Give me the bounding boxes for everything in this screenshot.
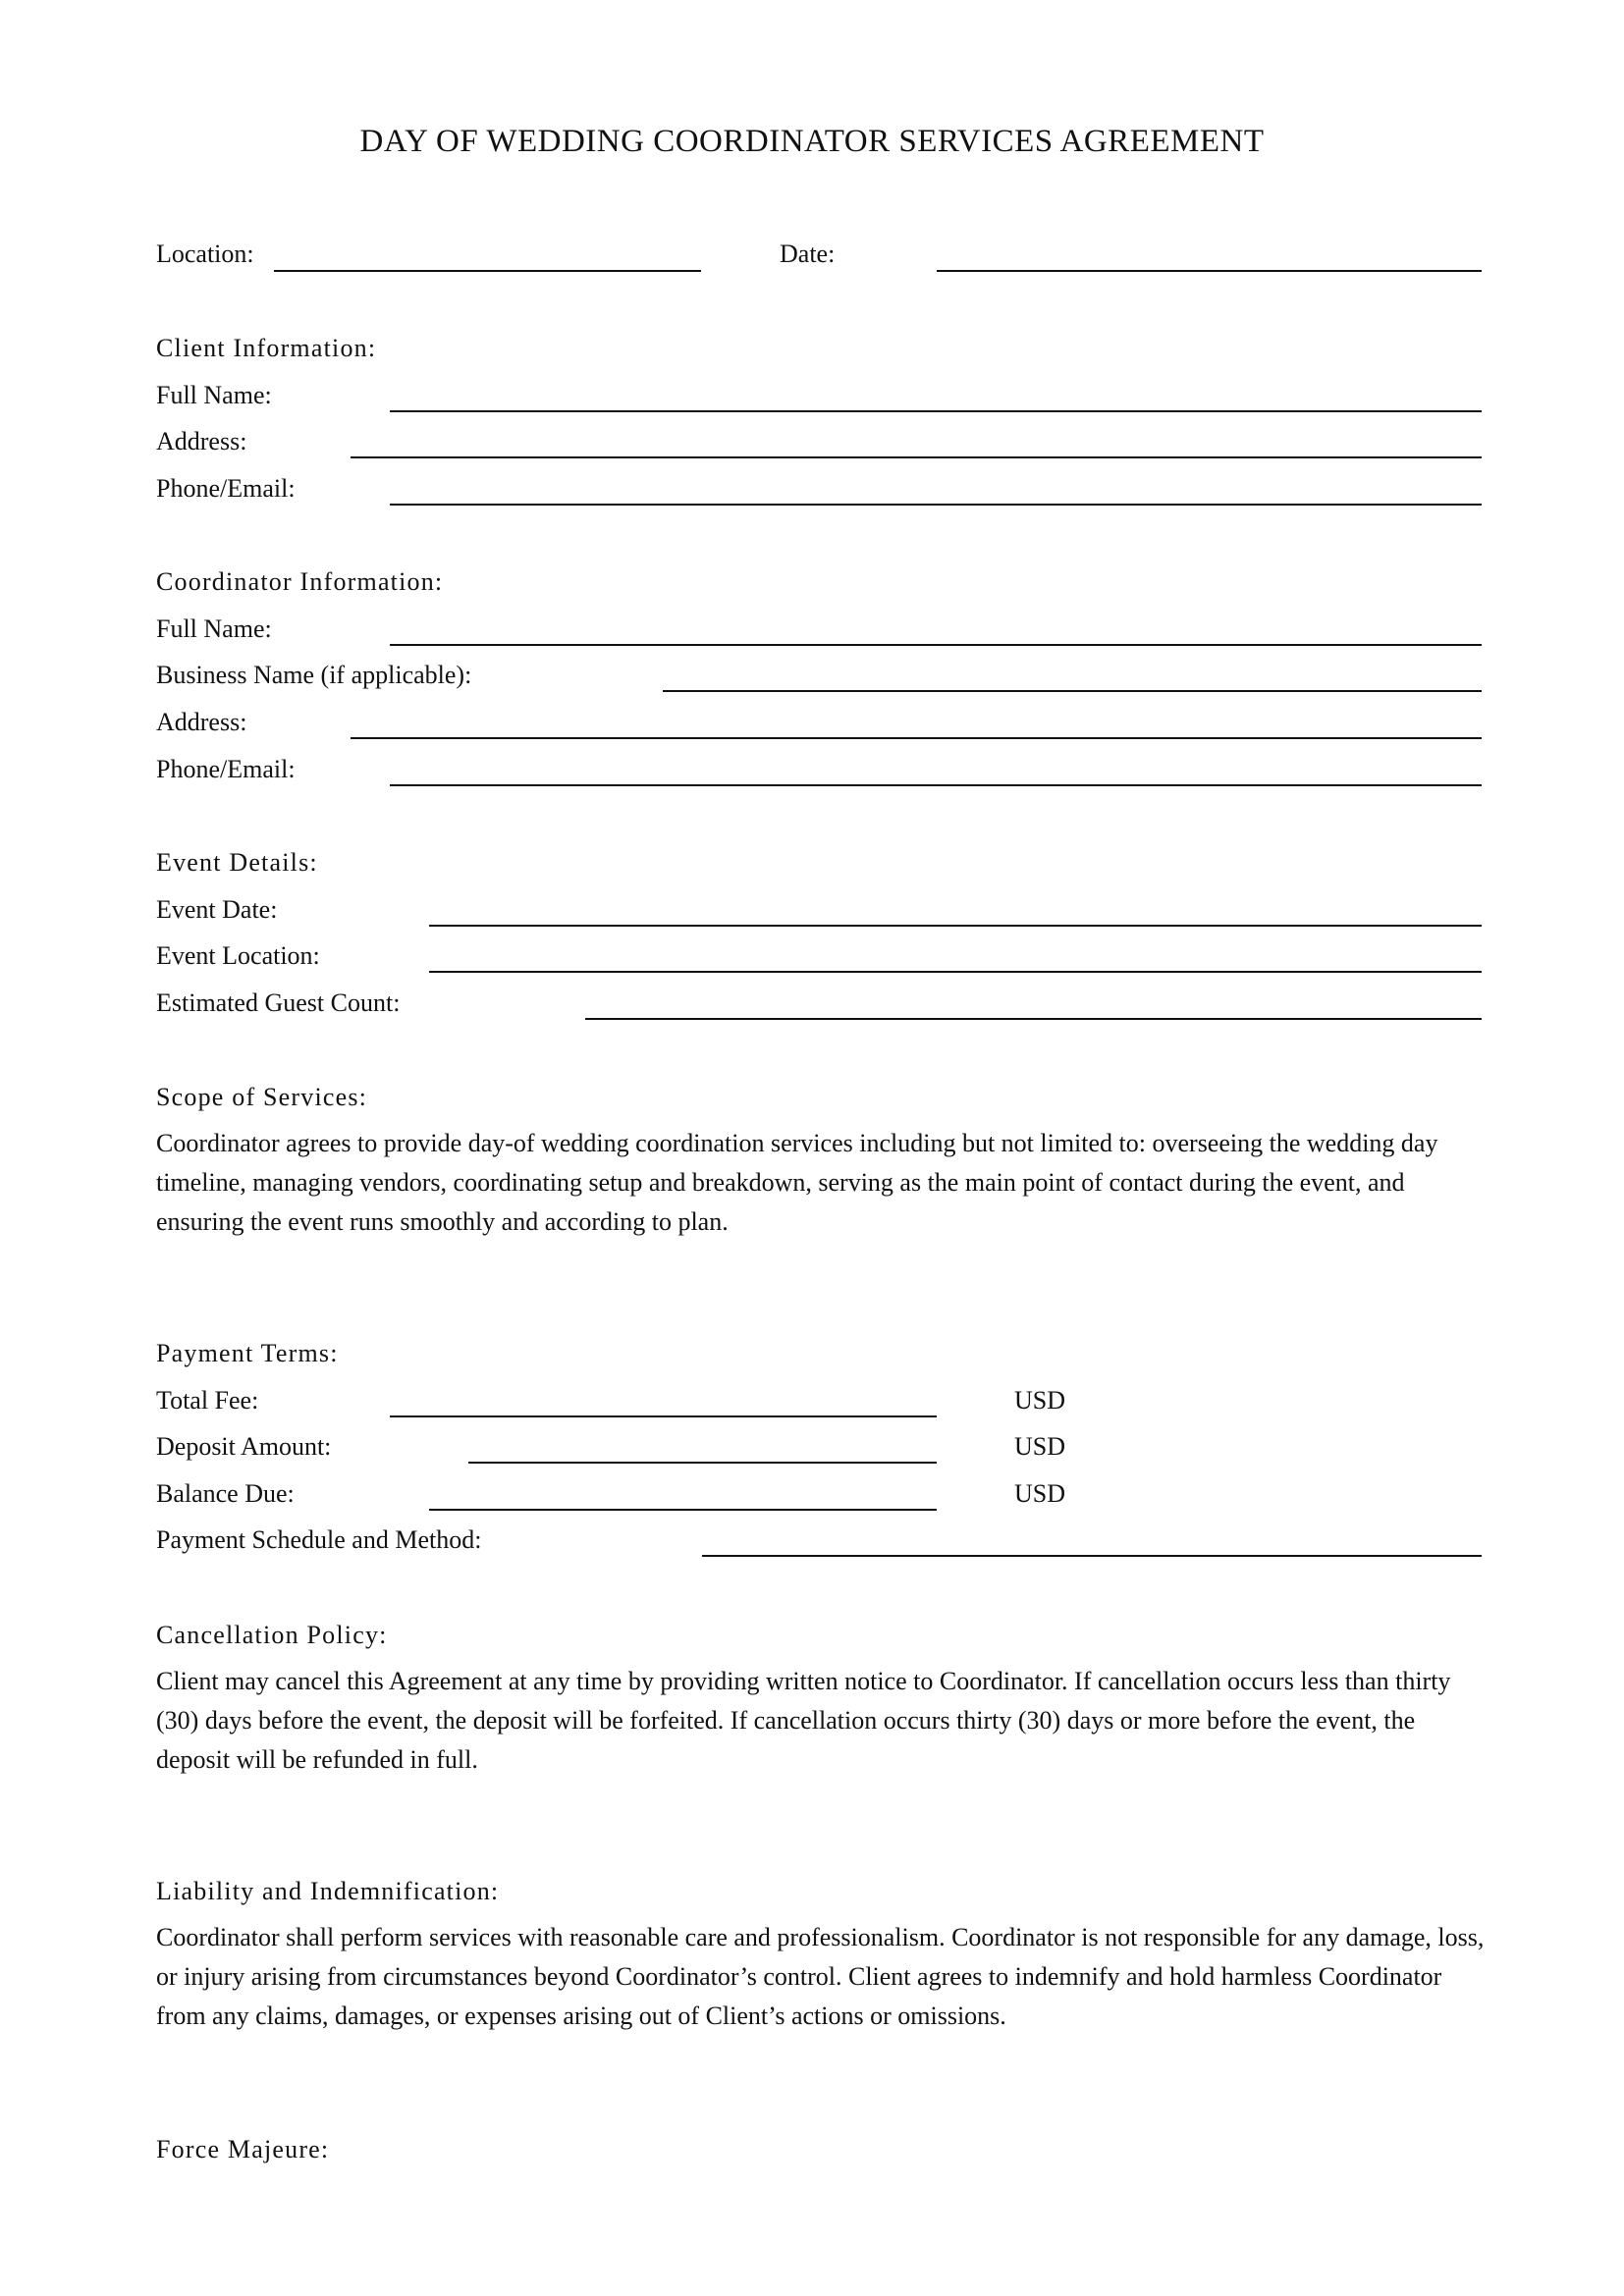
cancellation-heading: Cancellation Policy:: [156, 1621, 388, 1649]
liability-heading: Liability and Indemnification:: [156, 1877, 500, 1905]
client-full-name-label: Full Name:: [156, 381, 272, 409]
payment-heading: Payment Terms:: [156, 1339, 339, 1367]
coordinator-full-name-label: Full Name:: [156, 614, 272, 643]
scope-heading: Scope of Services:: [156, 1083, 368, 1111]
coordinator-address-label: Address:: [156, 708, 247, 736]
event-details-heading: Event Details:: [156, 848, 318, 877]
client-address-label: Address:: [156, 427, 247, 455]
client-address-field[interactable]: [351, 456, 1482, 458]
date-label: Date:: [780, 240, 836, 268]
force-majeure-heading: Force Majeure:: [156, 2135, 330, 2163]
balance-field[interactable]: [429, 1509, 937, 1511]
deposit-label: Deposit Amount:: [156, 1432, 332, 1461]
coordinator-business-name-field[interactable]: [663, 690, 1482, 692]
client-full-name-field[interactable]: [390, 410, 1482, 412]
payment-schedule-field[interactable]: [702, 1555, 1482, 1557]
cancellation-text: Client may cancel this Agreement at any time by providing written notice to Coordinator. If cancellation occurs less than thirty (30) days before the event, the deposit will be forfeited. If cancellation occurs thirty (30) days or more before the event, the deposit will be refunded in full.: [156, 1667, 1451, 1774]
balance-currency: USD: [1014, 1479, 1066, 1508]
balance-label: Balance Due:: [156, 1479, 295, 1508]
event-date-field[interactable]: [429, 925, 1482, 927]
location-field[interactable]: [274, 270, 701, 272]
guest-count-label: Estimated Guest Count:: [156, 988, 401, 1017]
page-title: DAY OF WEDDING COORDINATOR SERVICES AGREEMENT: [359, 124, 1265, 159]
total-fee-currency: USD: [1014, 1386, 1066, 1415]
total-fee-label: Total Fee:: [156, 1386, 259, 1415]
payment-schedule-label: Payment Schedule and Method:: [156, 1525, 482, 1554]
location-label: Location:: [156, 240, 254, 268]
client-phone-email-label: Phone/Email:: [156, 474, 296, 503]
client-phone-email-field[interactable]: [390, 504, 1482, 506]
event-location-field[interactable]: [429, 971, 1482, 973]
coordinator-address-field[interactable]: [351, 737, 1482, 739]
coordinator-phone-email-field[interactable]: [390, 784, 1482, 786]
deposit-field[interactable]: [468, 1462, 937, 1464]
liability-text: Coordinator shall perform services with reasonable care and professionalism. Coordinator is not responsible for any damage, loss, or injury arising from circumstances beyond Coordinator’s control. Client agrees to indemnify and hold harmless Coordinator from any claims, damages, or expenses arising out of Client’s actions or omissions.: [156, 1923, 1485, 2030]
event-location-label: Event Location:: [156, 941, 320, 970]
coordinator-info-heading: Coordinator Information:: [156, 567, 444, 596]
coordinator-business-name-label: Business Name (if applicable):: [156, 661, 472, 689]
deposit-currency: USD: [1014, 1432, 1066, 1461]
total-fee-field[interactable]: [390, 1415, 937, 1417]
guest-count-field[interactable]: [585, 1018, 1482, 1020]
date-field[interactable]: [937, 270, 1482, 272]
scope-text: Coordinator agrees to provide day-of wedding coordination services including but not limited to: overseeing the wedding day timeline, managing vendors, coordinating setup and breakdown, serving as the main point of contact during the event, and ensuring the event runs smoothly and according to plan.: [156, 1129, 1438, 1236]
client-info-heading: Client Information:: [156, 334, 377, 362]
coordinator-full-name-field[interactable]: [390, 644, 1482, 646]
coordinator-phone-email-label: Phone/Email:: [156, 755, 296, 783]
event-date-label: Event Date:: [156, 895, 278, 924]
